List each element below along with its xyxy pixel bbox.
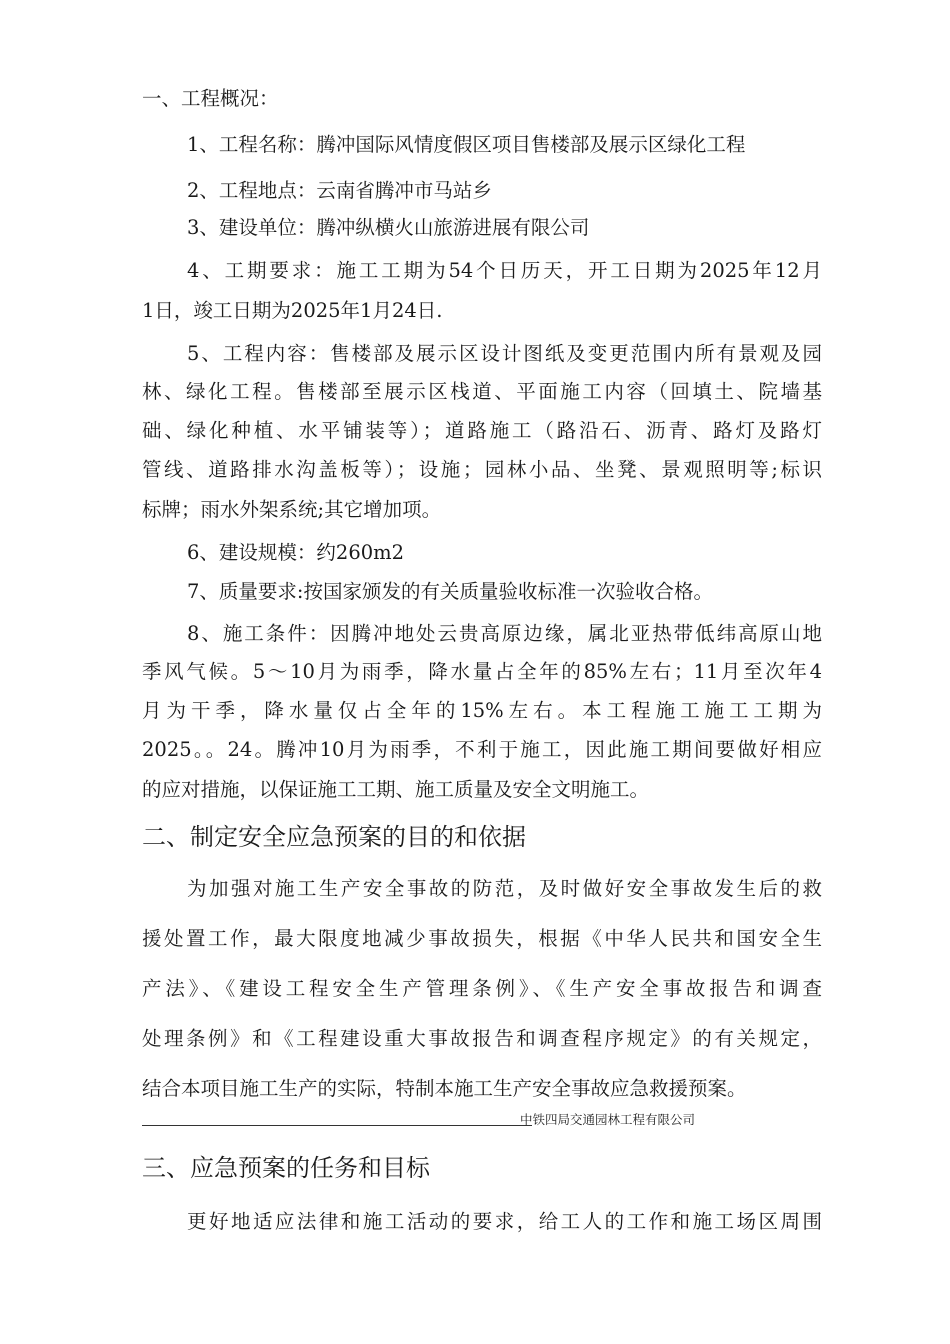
item-quality: 7、质量要求:按国家颁发的有关质量验收标准一次验收合格。 (187, 580, 713, 603)
item-content-line1: 5、工程内容：售楼部及展示区设计图纸及变更范围内所有景观及园 (187, 342, 822, 365)
item-conditions-line2: 季风气候。5〜10月为雨季，降水量占全年的85%左右；11月至次年4 (142, 660, 822, 683)
section3-para-line1: 更好地适应法律和施工活动的要求，给工人的工作和施工场区周围 (187, 1210, 822, 1233)
item-content-line2: 林、绿化工程。售楼部至展示区栈道、平面施工内容（回填土、院墙基 (142, 380, 822, 403)
section3-heading: 三、应急预案的任务和目标 (142, 1154, 430, 1182)
item-conditions-line4: 2025。。24。腾冲10月为雨季，不利于施工，因此施工期间要做好相应 (142, 738, 822, 761)
footer-company: 中铁四局交通园林工程有限公司 (520, 1112, 696, 1127)
item-content-line3: 础、绿化种植、水平铺装等）；道路施工（路沿石、沥青、路灯及路灯 (142, 419, 822, 442)
item-conditions-line1: 8、施工条件：因腾冲地处云贵高原边缘，属北亚热带低纬高原山地 (187, 622, 822, 645)
item-construction-unit: 3、建设单位：腾冲纵横火山旅游进展有限公司 (187, 216, 590, 239)
section1-heading: 一、工程概况： (142, 87, 279, 110)
section2-para-line4: 处理条例》和《工程建设重大事故报告和调查程序规定》的有关规定， (142, 1027, 822, 1050)
item-conditions-line3: 月为干季，降水量仅占全年的15%左右。本工程施工施工工期为 (142, 699, 822, 722)
section2-heading: 二、制定安全应急预案的目的和依据 (142, 823, 526, 851)
item-content-line5: 标牌；雨水外架系统;其它增加项。 (142, 498, 442, 521)
item-conditions-line5: 的应对措施，以保证施工工期、施工质量及安全文明施工。 (142, 778, 650, 801)
section2-para-line2: 援处置工作，最大限度地减少事故损失，根据《中华人民共和国安全生 (142, 927, 822, 950)
item-content-line4: 管线、道路排水沟盖板等）；设施；园林小品、坐凳、景观照明等;标识 (142, 458, 822, 481)
section2-para-line3: 产法》、《建设工程安全生产管理条例》、《生产安全事故报告和调查 (142, 977, 822, 1000)
item-project-name: 1、工程名称：腾冲国际风情度假区项目售楼部及展示区绿化工程 (187, 133, 746, 156)
footer-divider (142, 1125, 532, 1126)
item-schedule-line1: 4、工期要求：施工工期为54个日历天，开工日期为2025年12月 (187, 259, 822, 282)
item-project-location: 2、工程地点：云南省腾冲市马站乡 (187, 179, 492, 202)
item-scale: 6、建设规模：约260m2 (187, 541, 405, 564)
item-schedule-line2: 1日，竣工日期为2025年1月24日. (142, 299, 443, 322)
section2-para-line5: 结合本项目施工生产的实际，特制本施工生产安全事故应急救援预案。 (142, 1077, 747, 1100)
section2-para-line1: 为加强对施工生产安全事故的防范，及时做好安全事故发生后的救 (187, 877, 822, 900)
